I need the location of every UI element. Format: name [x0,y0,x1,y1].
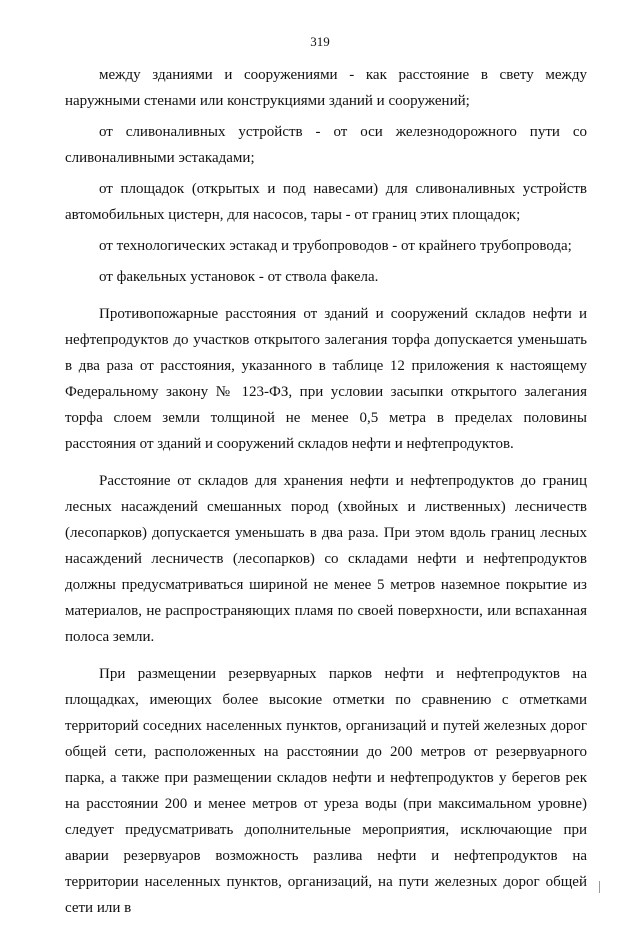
paragraph-forest-distances: Расстояние от складов для хранения нефти и нефтепродуктов до границ лесных насаждений смешанных пород (хвойных и лиственных) лесничеств (лесопарков) допускается уменьшать в два раза. При этом вдоль границ лесных насаждений лесничеств (лесопарков) со складами нефти и нефтепродуктов должны предусматриваться шириной не менее 5 метров наземное покрытие из материалов, не распространяющих пламя по своей поверхности, или вспаханная полоса земли. [65,473,587,645]
paragraph-distance-from-platforms: от площадок (открытых и под навесами) для сливоналивных устройств автомобильных цистерн, для насосов, тары - от границ этих площадок; [65,181,587,223]
paragraph-distance-from-flares: от факельных установок - от ствола факела. [99,269,379,285]
scan-mark [599,881,600,893]
paragraph-distance-between-buildings: между зданиями и сооружениями - как расстояние в свету между наружными стенами или конструкциями зданий и сооружений; [65,67,587,109]
paragraph-peat-distances: Противопожарные расстояния от зданий и сооружений складов нефти и нефтепродуктов до участков открытого залегания торфа допускается уменьшать в два раза от расстояния, указанного в таблице 12 приложения к настоящему Федеральному закону № 123-ФЗ, при условии засыпки открытого залегания торфа слоем земли толщиной не менее 0,5 метра в пределах половины расстояния от зданий и сооружений складов нефти и нефтепродуктов. [65,306,587,452]
paragraph-distance-from-pipelines: от технологических эстакад и трубопроводов - от крайнего трубопровода; [99,238,572,254]
paragraph-tank-farm-placement: При размещении резервуарных парков нефти и нефтепродуктов на площадках, имеющих более высокие отметки по сравнению с отметками территорий соседних населенных пунктов, организаций и путей железных дорог общей сети, расположенных на расстоянии до 200 метров от резервуарного парка, а также при размещении складов нефти и нефтепродуктов у берегов рек на расстоянии 200 и менее метров от уреза воды (при максимальном уровне) следует предусматривать дополнительные мероприятия, исключающие при аварии резервуаров возможность разлива нефти и нефтепродуктов на территории населенных пунктов, организаций, на пути железных дорог общей сети или в [65,666,587,916]
page-body [65,62,587,926]
page-number: 319 [310,34,330,49]
paragraph-distance-from-loading-devices: от сливоналивных устройств - от оси железнодорожного пути со сливоналивными эстакадами; [65,124,587,166]
